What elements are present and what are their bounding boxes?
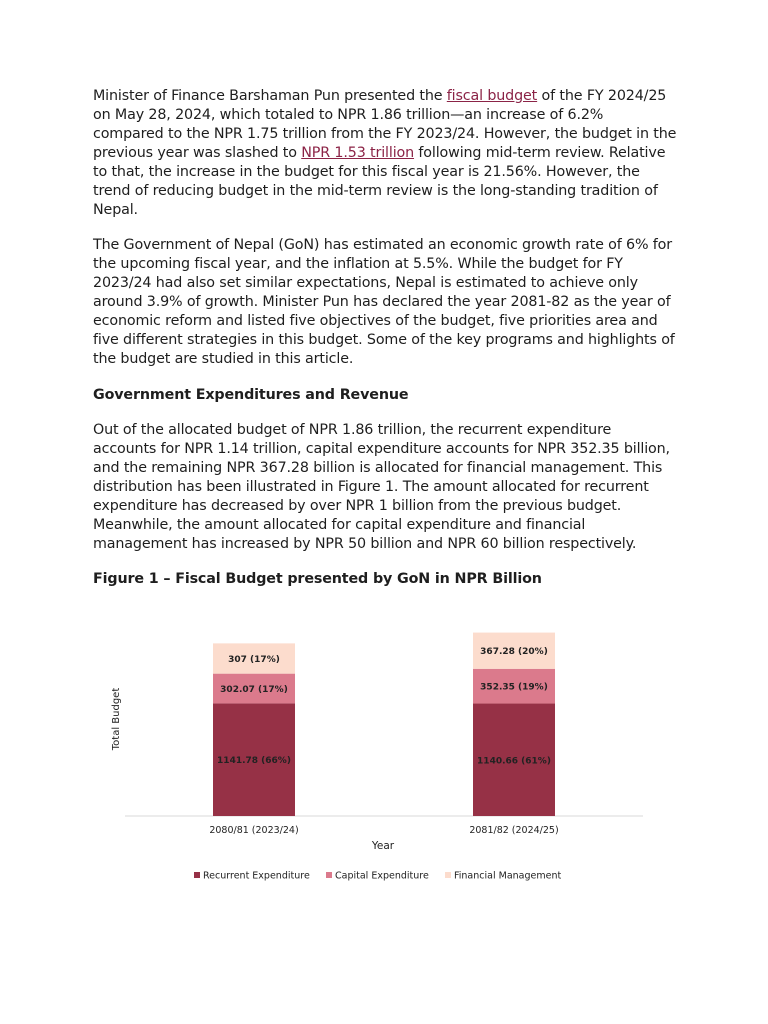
fiscal-budget-link[interactable]: fiscal budget xyxy=(446,88,538,104)
npr-trillion-link[interactable]: NPR 1.53 trillion xyxy=(301,145,415,161)
figure-title: Figure 1 – Fiscal Budget presented by GoN in NPR Billion xyxy=(93,571,542,587)
x-axis-title: Year xyxy=(371,840,395,852)
data-label: 1140.66 (61%) xyxy=(477,756,551,767)
intro-text-3: following mid-term review. Relative to that, the increase in the budget for this fiscal year is 21.56%. However, the trend of reducing budget in the mid-term review is the long-standing tradition of Nepal. xyxy=(93,145,666,218)
legend-swatch xyxy=(445,872,451,878)
intro-text-1: Minister of Finance Barshaman Pun presented the xyxy=(93,88,447,104)
data-label: 1141.78 (66%) xyxy=(217,756,291,767)
legend-label: Capital Expenditure xyxy=(335,870,429,882)
x-tick-label: 2081/82 (2024/25) xyxy=(469,825,559,836)
data-label: 302.07 (17%) xyxy=(220,685,288,696)
legend-label: Financial Management xyxy=(454,870,562,882)
legend-swatch xyxy=(194,872,200,878)
paragraph-intro xyxy=(93,87,678,220)
data-label: 307 (17%) xyxy=(228,655,280,666)
y-axis-title: Total Budget xyxy=(111,687,122,751)
legend-label: Recurrent Expenditure xyxy=(203,870,310,882)
x-tick-label: 2080/81 (2023/24) xyxy=(209,825,299,836)
intro-text-2: of the FY 2024/25 on May 28, 2024, which totaled to NPR 1.86 trillion—an increase of 6.2% compared to the NPR 1.75 trillion from the FY 2023/24. However, the budget in the previous year was slashed to xyxy=(93,88,677,161)
article-body xyxy=(93,87,678,589)
data-label: 367.28 (20%) xyxy=(480,647,548,658)
paragraph-expenditure: Out of the allocated budget of NPR 1.86 trillion, the recurrent expenditure accounts for NPR 1.14 trillion, capital expenditure accounts for NPR 352.35 billion, and the remaining NPR 367.28 billion is allocated for financial management. This distribution has been illustrated in Figure 1. The amount allocated for recurrent expenditure has decreased by over NPR 1 billion from the previous budget. Meanwhile, the amount allocated for capital expenditure and financial management has increased by NPR 50 billion and NPR 60 billion respectively. xyxy=(93,422,670,552)
paragraph-growth: The Government of Nepal (GoN) has estimated an economic growth rate of 6% for the upcoming fiscal year, and the inflation at 5.5%. While the budget for FY 2023/24 had also set similar expectations, Nepal is estimated to achieve only around 3.9% of growth. Minister Pun has declared the year 2081-82 as the year of economic reform and listed five objectives of the budget, five priorities area and five different strategies in this budget. Some of the key programs and highlights of the budget are studied in this article. xyxy=(93,237,675,367)
data-label: 352.35 (19%) xyxy=(480,682,548,693)
legend-swatch xyxy=(326,872,332,878)
section-heading: Government Expenditures and Revenue xyxy=(93,387,409,403)
